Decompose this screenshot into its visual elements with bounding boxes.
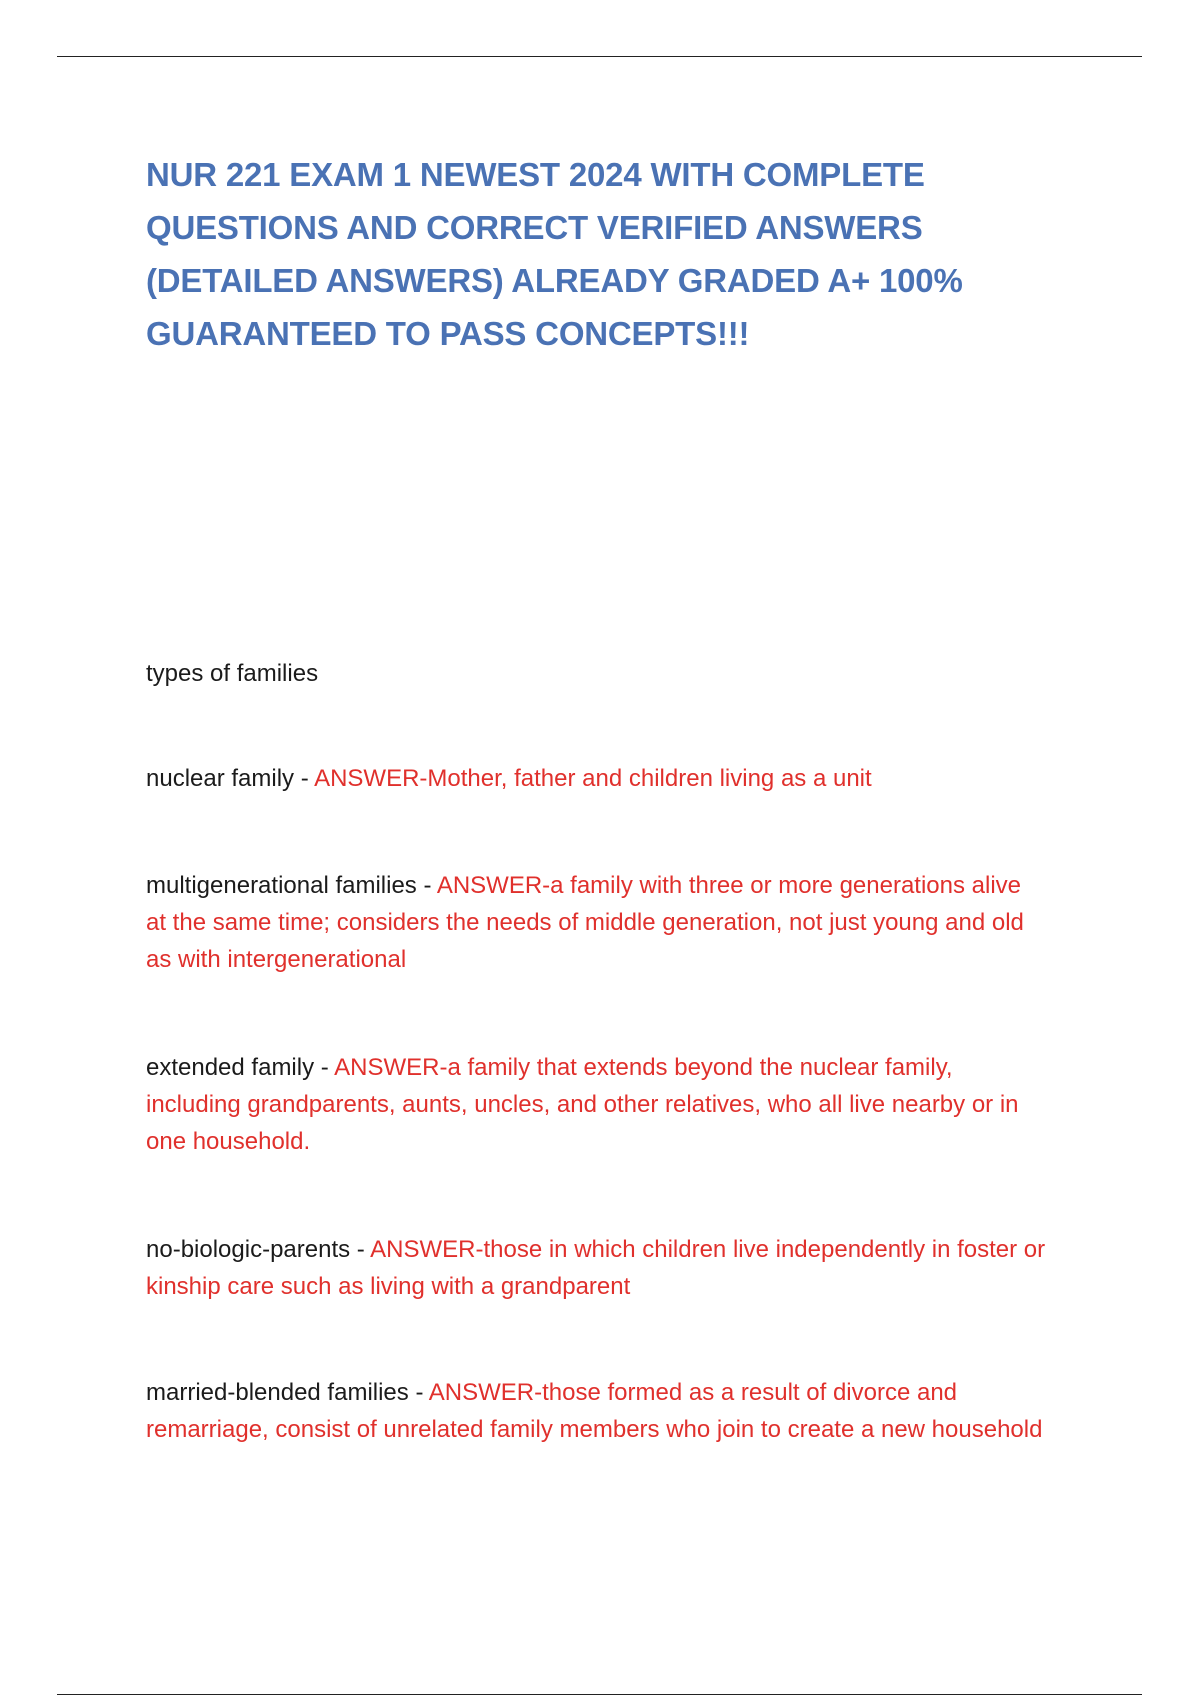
qa-item [146,760,1046,797]
qa-term: nuclear family [146,765,295,792]
qa-separator: - [408,1379,429,1406]
section-heading: types of families [146,660,319,687]
qa-separator: - [294,765,315,792]
qa-answer: ANSWER-those formed as a result of divorce and remarriage, consist of unrelated family members who join to create a new household [146,1379,1043,1443]
top-rule [57,56,1142,57]
qa-item [146,1374,1046,1448]
title-block [146,148,1046,360]
document-title: NUR 221 EXAM 1 NEWEST 2024 WITH COMPLETE QUESTIONS AND CORRECT VERIFIED ANSWERS (DETAILED ANSWERS) ALREADY GRADED A+ 100% GUARANTEED TO PASS CONCEPTS!!! [146,156,963,352]
qa-item [146,1231,1046,1305]
qa-term: no-biologic-parents [146,1236,351,1263]
qa-answer: ANSWER-a family with three or more generations alive at the same time; considers the needs of middle generation, not just young and old as with intergenerational [146,872,1024,973]
qa-item [146,867,1046,978]
qa-term: married-blended families [146,1379,409,1406]
bottom-rule [57,1694,1142,1695]
qa-item [146,1049,1046,1160]
qa-term: multigenerational families [146,872,417,899]
qa-answer: ANSWER-Mother, father and children living as a unit [314,765,872,792]
qa-separator: - [314,1054,335,1081]
qa-separator: - [416,872,437,899]
qa-answer: ANSWER-those in which children live independently in foster or kinship care such as living with a grandparent [146,1236,1046,1300]
qa-separator: - [350,1236,371,1263]
qa-answer: ANSWER-a family that extends beyond the nuclear family, including grandparents, aunts, uncles, and other relatives, who all live nearby or in one household. [146,1054,1019,1155]
qa-term: extended family [146,1054,315,1081]
